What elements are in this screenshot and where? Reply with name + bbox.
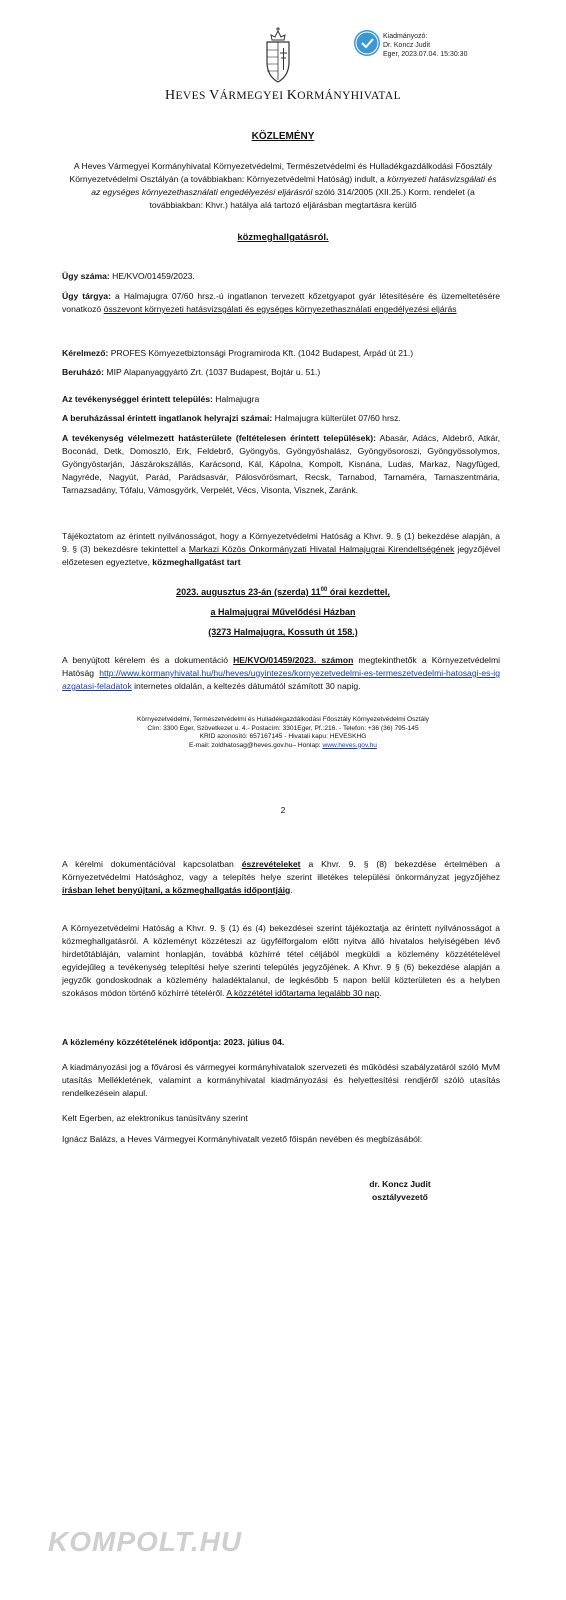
footer-line: KRID azonosító: 657167145 - Hivatali kapu: HEVESKHG xyxy=(199,733,367,740)
document-subtitle: közmeghallgatásról. xyxy=(237,232,329,243)
place-of-issue: Kelt Egerben, az elektronikus tanúsítvány szerint xyxy=(62,1113,248,1123)
signature-block xyxy=(383,32,467,59)
footer-line: Cím: 3300 Eger, Szövetkezet u. 4.- Postacím: 3301Eger, Pf.:216. - Telefon: +36 (36) 795-145 xyxy=(147,724,419,732)
signature-line: Kiadmányozó: xyxy=(383,33,428,40)
footer-line: Környezetvédelmi, Természetvédelmi és Hulladékgazdálkodási Főosztály Környezetvédelmi Osztály xyxy=(137,716,429,723)
hearing-address: (3273 Halmajugra, Kossuth út 158.) xyxy=(208,627,358,637)
watermark: KOMPOLT.HU xyxy=(48,1526,243,1557)
intro-paragraph: A Heves Vármegyei Kormányhivatal Környezetvédelmi, Természetvédelmi és Hulladékgazdálkodási Főosztály Környezetvédelmi Osztályán (a továbbiakban: Környezetvédelmi Hatóság) indult, a környezeti hatásvizsgálati és az egységes környezethasználati engedélyezési eljárásról szóló 314/2005 (XII.25.) Korm. rendelet (a továbbiakban: Khvr.) hatálya alá tartozó eljárásban megtartásra kerülő xyxy=(69,161,497,210)
signature-line: Dr. Koncz Judit xyxy=(383,42,431,49)
coat-of-arms-icon xyxy=(263,26,293,84)
publication-info-paragraph: A Környezetvédelmi Hatóság a Khvr. 9. § (1) és (4) bekezdései szerint tájékoztatja az érintett nyilvánosságot a közmeghallgatásról. A közleményt közzéteszi az ügyfélforgalom előtt nyitva álló hivatalos helyiségében lévő hirdetőtábláján, valamint honlapján, továbbá közhírré tétel céljából megküldi a közlemény közzétételével egyidejűleg a tevékenység telepítési helye szerinti település jegyzőjének. A Khvr. 9 § (6) bekezdése alapján a jegyzők gondoskodnak a közlemény haladéktalanul, de legkésőbb 5 napon belül közterületen és a helyben szokásos módon történő közhírré tételéről. A közzététel időtartama legalább 30 nap. xyxy=(62,923,500,998)
publication-date: A közlemény közzétételének időpontja: 2023. július 04. xyxy=(62,1037,285,1047)
comments-paragraph: A kérelmi dokumentációval kapcsolatban észrevételeket a Khvr. 9. § (8) bekezdése értelmében a Környezetvédelmi Hatósághoz, vagy a telepítés helye szerint illetékes települési önkormányzat jegyzőjéhez írásban lehet benyújtani, a közmeghallgatás időpontjáig. xyxy=(62,859,500,895)
office-name: HEVES VÁRMEGYEI KORMÁNYHIVATAL xyxy=(164,88,402,103)
signer-title: osztályvezető xyxy=(372,1192,428,1202)
case-subject: Ügy tárgya: a Halmajugra 07/60 hrsz.-ú ingatlanon tervezett kőzetgyapot gyár létesítésére és üzemeltetésére vonatkozó összevont környezeti hatásvizsgálati és egységes környezethasználati engedélyezési eljárás xyxy=(62,291,500,314)
case-number: Ügy száma: HE/KVO/01459/2023. xyxy=(62,271,195,281)
homepage-link[interactable]: www.heves.gov.hu xyxy=(322,741,377,749)
affected-settlement: Az tevékenységgel érintett település: Halmajugra xyxy=(62,394,260,404)
authority-website-link[interactable]: http://www.kormanyhivatal.hu/hu/heves/ugyintezes/kornyezetvedelmi-es-termeszetvedelmi-hatosagi-es-igazgatasi-feladatok xyxy=(62,668,500,691)
hearing-venue: a Halmajugrai Művelődési Házban xyxy=(210,607,356,617)
affected-plots: A beruházással érintett ingatlanok helyrajzi számai: Halmajugra külterület 07/60 hrsz. xyxy=(62,413,401,423)
hearing-date: 2023. augusztus 23-án (szerda) $11^{00}$ órai kezdettel, xyxy=(176,587,390,597)
documents-paragraph: A benyújtott kérelem és a dokumentáció HE/KVO/01459/2023. számon megtekinthetők a Környezetvédelmi Hatóság http://www.kormanyhivatal.hu/hu/heves/ugyintezes/kornyezetvedelmi-es-termeszetvedelmi-hatosagi-es-igazgatasi-feladatok internetes oldalán, a keltezés dátumától számított 30 napig. xyxy=(62,655,501,691)
impact-area: A tevékenység vélelmezett hatásterülete (feltételesen érintett települések): Abasár, Adács, Aldebrő, Atkár, Boconád, Detk, Domoszló, Erk, Feldebrő, Gyöngyös, Gyöngyöshalász, Gyöngyösoroszi, Gyöngyössolymos, Gyöngyöstarján, Jászárokszállás, Karácsond, Kál, Kápolna, Kompolt, Kisnána, Ludas, Markaz, Nagyfüged, Nagyréde, Nagyút, Parád, Parádsasvár, Pálosvörösmart, Recsk, Tarnabod, Tarnaméra, Tarnaszentmária, Tarnazsadány, Tófalu, Vámosgyörk, Verpelét, Vécs, Visonta, Visznek, Zaránk. xyxy=(62,433,500,495)
footer-line: E-mail: zoldhatosag@heves.gov.hu– Honlap: www.heves.gov.hu xyxy=(189,741,377,749)
authority-paragraph: A kiadmányozási jog a fővárosi és vármegyei kormányhivatalok szervezeti és működési szabályzatáról szóló MvM utasítás Mellékletének, valamint a kormányhivatal kiadmányozási és helyettesítési rendjéről szóló utasítás rendelkezésein alapul. xyxy=(62,1062,500,1098)
hearing-notice: Tájékoztatom az érintett nyilvánosságot, hogy a Környezetvédelmi Hatóság a Khvr. 9. § (1) bekezdése alapján, a 9. § (3) bekezdésre tekintettel a Markazi Közös Önkormányzati Hivatal Halmajugrai Kirendeltségének jegyzőjével előzetesen egyeztetve, közmeghallgatást tart xyxy=(62,531,500,567)
signer-block xyxy=(340,1178,460,1204)
certificate-seal-icon xyxy=(354,30,380,56)
page-number: 2 xyxy=(280,805,286,815)
applicant: Kérelmező: PROFES Környezetbiztonsági Programiroda Kft. (1042 Budapest, Árpád út 21.) xyxy=(62,348,414,358)
signer-name: dr. Koncz Judit xyxy=(369,1179,431,1189)
investor: Beruházó: MIP Alapanyaggyártó Zrt. (1037 Budapest, Bojtár u. 51.) xyxy=(62,367,321,377)
footer-address xyxy=(60,716,506,750)
signatory-statement: Ignácz Balázs, a Heves Vármegyei Kormányhivatalt vezető főispán nevében és megbízásából: xyxy=(62,1134,423,1144)
signature-line: Eger, 2023.07.04. 15:30:30 xyxy=(383,51,468,58)
document-title: KÖZLEMÉNY xyxy=(251,131,315,142)
